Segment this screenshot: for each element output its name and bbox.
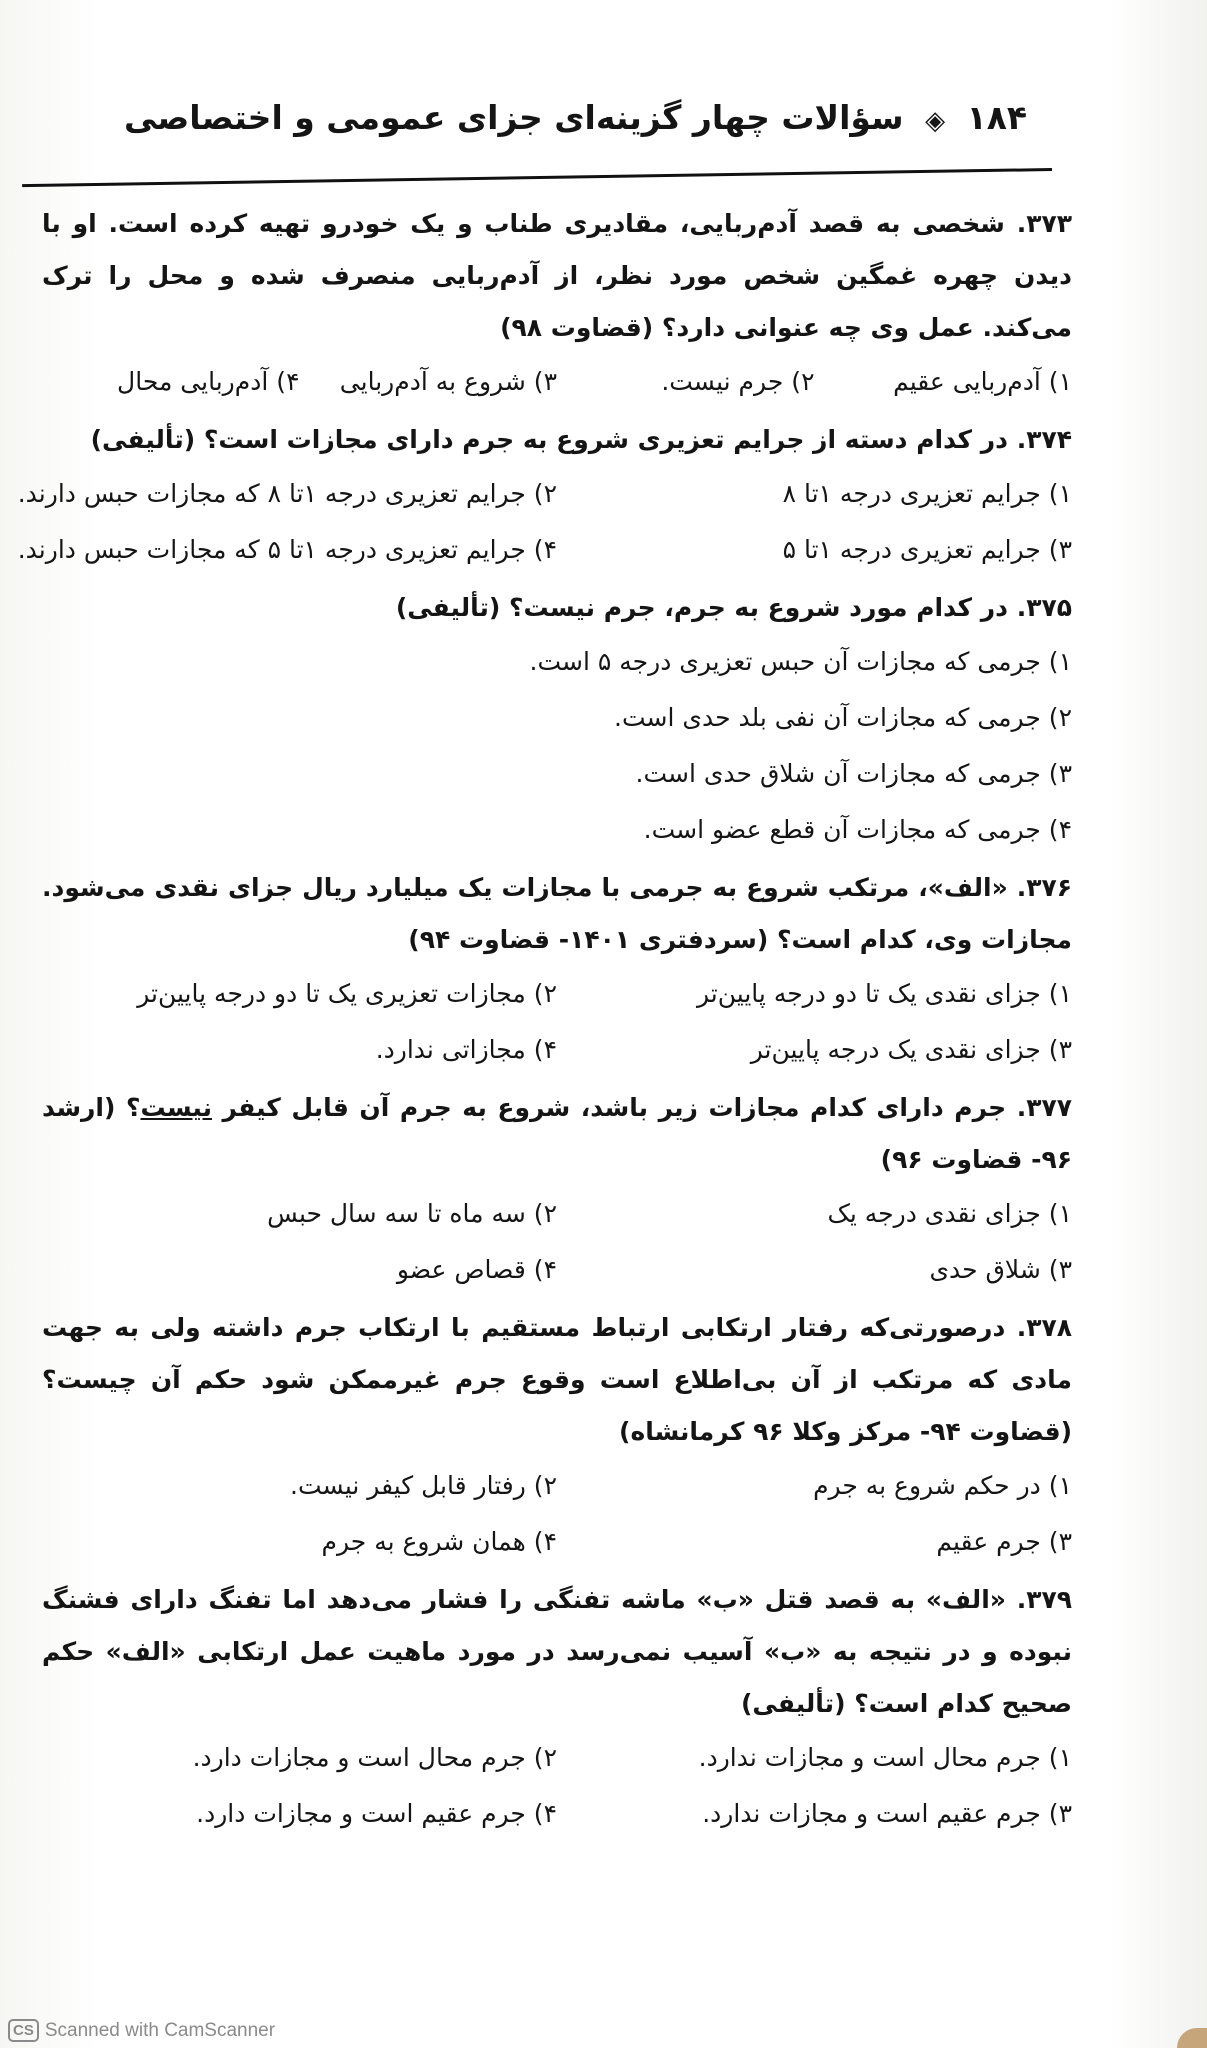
- question-number: ۳۷۷.: [1016, 1093, 1072, 1122]
- question-body: شخصی به قصد آدم‌ربایی، مقادیری طناب و یک خودرو تهیه کرده است. او با دیدن چهره غمگین شخص مورد نظر، از آدم‌ربایی منصرف شده و محل را ترک می‌کند. عمل وی چه عنوانی دارد؟ (قضاوت ۹۸): [42, 209, 1072, 342]
- question-text: [42, 1574, 1072, 1730]
- question-body: در کدام مورد شروع به جرم، جرم نیست؟ (تألیفی): [395, 593, 1008, 622]
- question-text: [42, 1082, 1072, 1186]
- question-374: [17, 414, 1072, 578]
- book-title: سؤالات چهار گزینه‌ای جزای عمومی و اختصاصی: [124, 98, 904, 137]
- option-2: ۲)جرمی که مجازات آن نفی بلد حدی است.: [614, 703, 1072, 732]
- option-3: ۳)شروع به آدم‌ربایی: [339, 367, 557, 396]
- option-4: ۴)قصاص عضو: [396, 1255, 557, 1284]
- option-2: ۲)جرایم تعزیری درجه ۱تا ۸ که مجازات حبس دارند.: [17, 479, 557, 508]
- question-number: ۳۷۸.: [1016, 1313, 1072, 1342]
- option-1: ۱)جرم محال است و مجازات ندارد.: [698, 1743, 1072, 1772]
- question-text: [42, 582, 1072, 634]
- option-2: ۲)جرم نیست.: [661, 367, 815, 396]
- options: [42, 634, 1072, 858]
- question-379: [42, 1574, 1072, 1842]
- option-4: ۴)جرم عقیم است و مجازات دارد.: [196, 1799, 557, 1828]
- question-text: [42, 1302, 1072, 1458]
- question-text: [42, 198, 1072, 354]
- option-1: ۱)جرمی که مجازات آن حبس تعزیری درجه ۵ است.: [529, 647, 1072, 676]
- question-373: [42, 198, 1072, 410]
- question-body: درصورتی‌که رفتار ارتکابی ارتباط مستقیم با ارتکاب جرم داشته ولی به جهت مادی که مرتکب از آن بی‌اطلاع است وقوع جرم غیرممکن شود حکم آن چیست؟ (قضاوت ۹۴- مرکز وکلا ۹۶ کرمانشاه): [42, 1313, 1072, 1446]
- option-2: ۲)مجازات تعزیری یک تا دو درجه پایین‌تر: [137, 979, 557, 1008]
- question-number: ۳۷۵.: [1016, 593, 1072, 622]
- options: [42, 966, 1072, 1078]
- question-body: در کدام دسته از جرایم تعزیری شروع به جرم دارای مجازات است؟ (تألیفی): [90, 425, 1008, 454]
- option-3: ۳)جرایم تعزیری درجه ۱تا ۵: [782, 535, 1072, 564]
- question-body: «الف»، مرتکب شروع به جرمی با مجازات یک میلیارد ریال جزای نقدی می‌شود. مجازات وی، کدام است؟ (سردفتری ۱۴۰۱- قضاوت ۹۴): [42, 873, 1072, 954]
- question-377: [42, 1082, 1072, 1298]
- question-text: [42, 414, 1072, 466]
- options: [42, 1730, 1072, 1842]
- camscanner-logo-icon: CS: [8, 2019, 39, 2042]
- question-source: ؟ (ارشد ۹۶- قضاوت ۹۶): [42, 1093, 1072, 1174]
- option-4: ۴)آدم‌ربایی محال: [117, 367, 300, 396]
- scanner-watermark: [8, 2019, 275, 2042]
- page-number: ۱۸۴: [966, 98, 1027, 137]
- question-378: [42, 1302, 1072, 1570]
- options: [42, 354, 1072, 410]
- page-corner: [1177, 2028, 1207, 2048]
- option-4: ۴)جرایم تعزیری درجه ۱تا ۵ که مجازات حبس دارند.: [17, 535, 557, 564]
- question-number: ۳۷۴.: [1016, 425, 1072, 454]
- options: [42, 1458, 1072, 1570]
- option-1: ۱)جرایم تعزیری درجه ۱تا ۸: [782, 479, 1072, 508]
- option-4: ۴)مجازاتی ندارد.: [375, 1035, 557, 1064]
- option-1: ۱)در حکم شروع به جرم: [813, 1471, 1072, 1500]
- option-1: ۱)جزای نقدی یک تا دو درجه پایین‌تر: [697, 979, 1072, 1008]
- option-3: ۳)جرم عقیم: [936, 1527, 1072, 1556]
- page-header: [124, 98, 1027, 137]
- watermark-text: Scanned with CamScanner: [44, 2019, 276, 2041]
- option-4: ۴)همان شروع به جرم: [321, 1527, 557, 1556]
- question-number: ۳۷۳.: [1016, 209, 1072, 238]
- question-body: «الف» به قصد قتل «ب» ماشه تفنگی را فشار می‌دهد اما تفنگ دارای فشنگ نبوده و در نتیجه به «ب» آسیب نمی‌رسد در مورد ماهیت عمل ارتکابی «الف» حکم صحیح کدام است؟ (تألیفی): [42, 1585, 1072, 1718]
- question-text: [42, 862, 1072, 966]
- option-3: ۳)جزای نقدی یک درجه پایین‌تر: [750, 1035, 1072, 1064]
- options: [42, 1186, 1072, 1298]
- option-2: ۲)رفتار قابل کیفر نیست.: [290, 1471, 557, 1500]
- question-number: ۳۷۹.: [1016, 1585, 1072, 1614]
- underlined-word: نیست: [140, 1093, 212, 1122]
- option-2: ۲)سه ماه تا سه سال حبس: [267, 1199, 557, 1228]
- diamond-icon: ◈: [925, 106, 946, 136]
- header-rule: [22, 168, 1052, 187]
- option-2: ۲)جرم محال است و مجازات دارد.: [192, 1743, 557, 1772]
- option-3: ۳)جرمی که مجازات آن شلاق حدی است.: [635, 759, 1072, 788]
- option-3: ۳)جرم عقیم است و مجازات ندارد.: [702, 1799, 1072, 1828]
- questions-list: [17, 198, 1072, 1846]
- option-1: ۱)آدم‌ربایی عقیم: [893, 367, 1072, 396]
- option-3: ۳)شلاق حدی: [929, 1255, 1072, 1284]
- question-376: [42, 862, 1072, 1078]
- question-body: جرم دارای کدام مجازات زیر باشد، شروع به جرم آن قابل کیفر: [211, 1093, 1007, 1122]
- option-1: ۱)جزای نقدی درجه یک: [827, 1199, 1072, 1228]
- question-number: ۳۷۶.: [1016, 873, 1072, 902]
- option-4: ۴)جرمی که مجازات آن قطع عضو است.: [643, 815, 1072, 844]
- options: [17, 466, 1072, 578]
- question-375: [42, 582, 1072, 858]
